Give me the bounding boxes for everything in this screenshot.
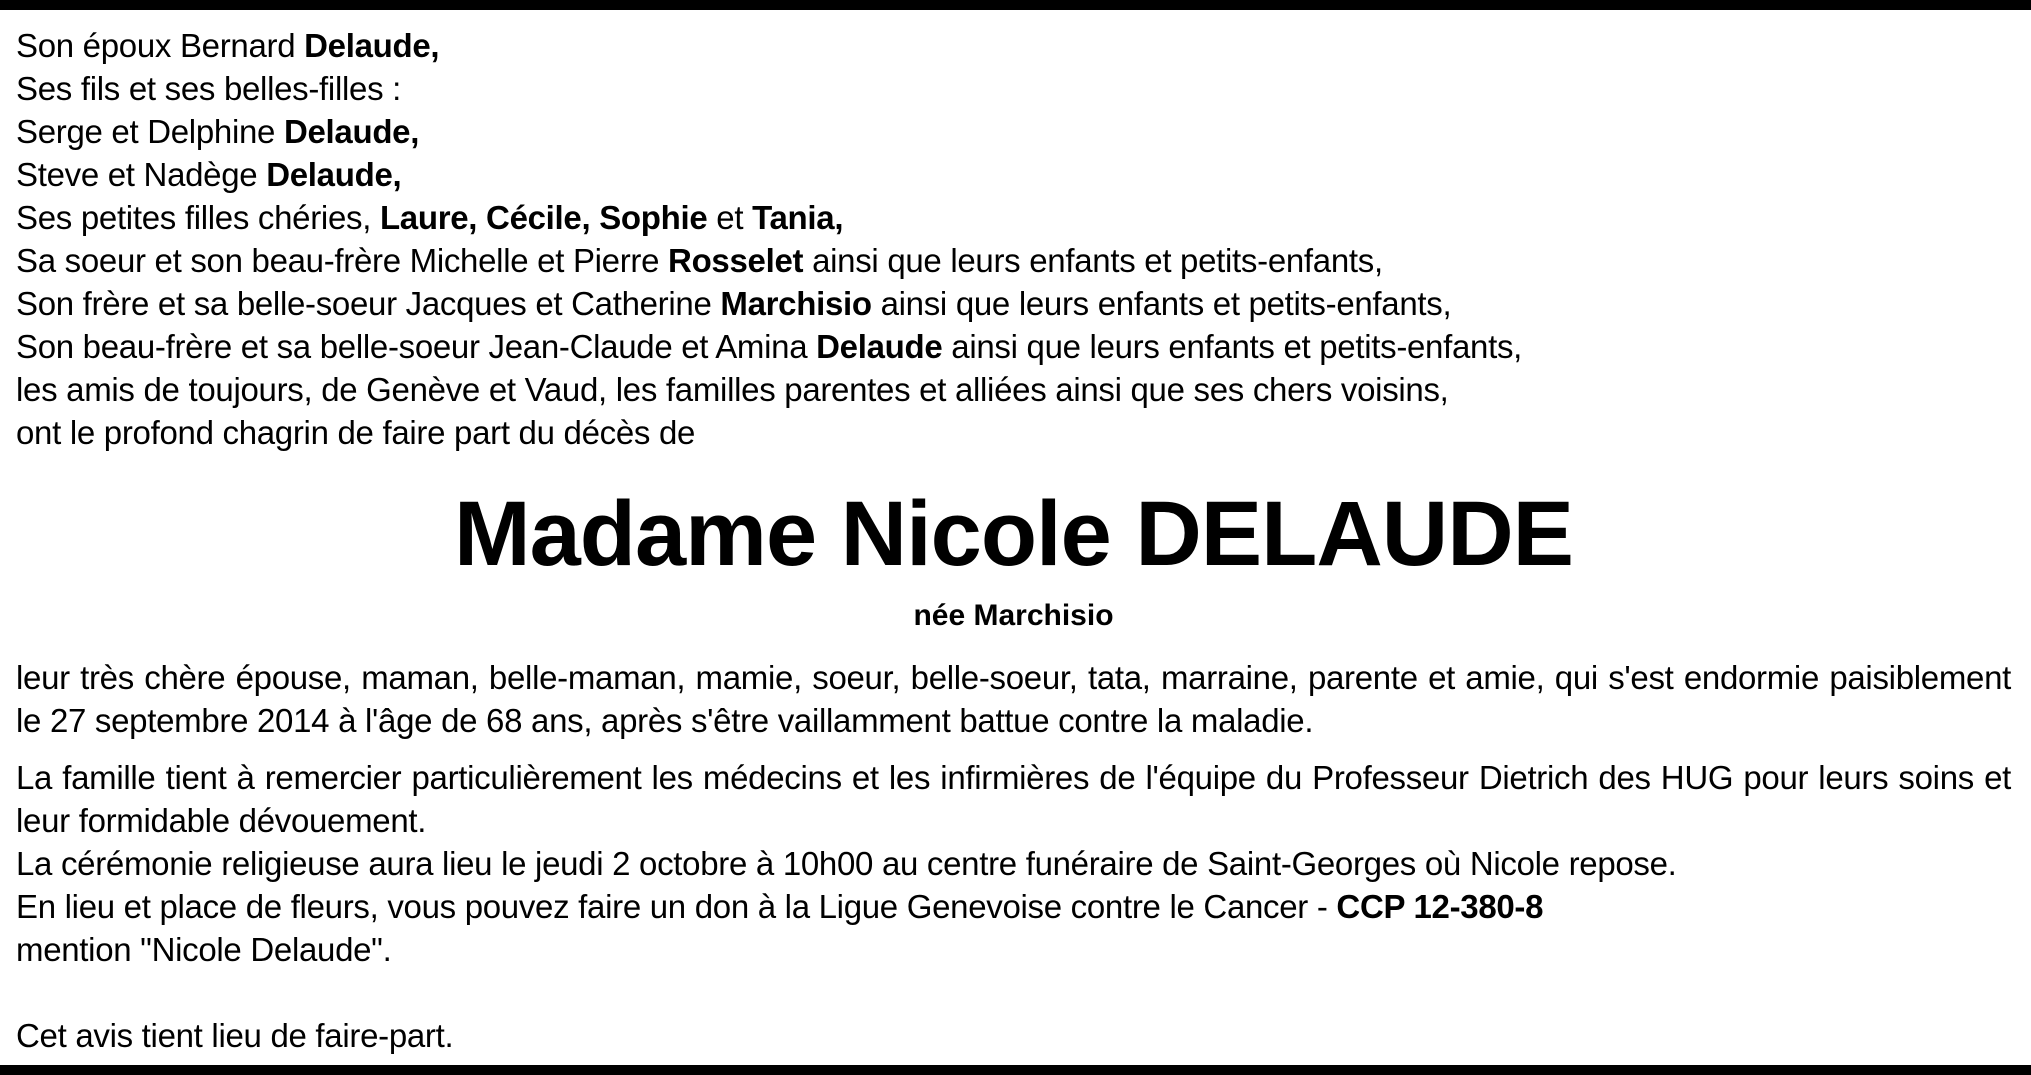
obituary-notice <box>16 24 2011 1057</box>
ceremony-paragraph: La cérémonie religieuse aura lieu le jeudi 2 octobre à 10h00 au centre funéraire de Saint-Georges où Nicole repose. <box>16 845 1677 882</box>
top-border-rule <box>0 0 2031 10</box>
donation-account: CCP 12-380-8 <box>1336 888 1544 925</box>
family-text: Son époux Bernard <box>16 27 305 64</box>
family-line-sister <box>16 239 2011 282</box>
family-text: Serge et Delphine <box>16 113 284 150</box>
family-surname: Delaude, <box>283 113 420 150</box>
family-line-sons-heading <box>16 67 2011 110</box>
family-surname: Delaude <box>816 328 943 365</box>
family-line-steve <box>16 153 2011 196</box>
family-surname: Marchisio <box>720 285 872 322</box>
family-text: Sa soeur et son beau-frère Michelle et Pierre <box>16 242 669 279</box>
family-line-granddaughters <box>16 196 2011 239</box>
family-text: Ses petites filles chéries, <box>16 199 380 236</box>
family-line-brother-in-law <box>16 325 2011 368</box>
deceased-block <box>16 480 2011 636</box>
family-text: Ses fils et ses belles-filles : <box>16 70 402 107</box>
family-text: Steve et Nadège <box>16 156 267 193</box>
donation-text: En lieu et place de fleurs, vous pouvez faire un don à la Ligue Genevoise contre le Cancer - <box>16 888 1337 925</box>
closing-line: Cet avis tient lieu de faire-part. <box>16 1017 454 1054</box>
family-line-brother <box>16 282 2011 325</box>
family-text: ainsi que leurs enfants et petits-enfants, <box>942 328 1523 365</box>
granddaughter-name-last: Tania, <box>752 199 844 236</box>
family-text: et <box>707 199 753 236</box>
family-list <box>16 24 2011 454</box>
announcement-line <box>16 411 2011 454</box>
tribute-paragraph: leur très chère épouse, maman, belle-maman, mamie, soeur, belle-soeur, tata, marraine, parente et amie, qui s'est endormie paisiblement le 27 septembre 2014 à l'âge de 68 ans, après s'être vaillamment battue contre la maladie. <box>16 659 2011 739</box>
family-surname: Rosselet <box>668 242 804 279</box>
deceased-name: Madame Nicole DELAUDE <box>453 483 1574 585</box>
donation-paragraph <box>16 885 2011 971</box>
family-line-serge <box>16 110 2011 153</box>
thanks-paragraph: La famille tient à remercier particulièrement les médecins et les infirmières de l'équipe du Professeur Dietrich des HUG pour leurs soins et leur formidable dévouement. <box>16 759 2011 839</box>
family-text: Son beau-frère et sa belle-soeur Jean-Claude et Amina <box>16 328 817 365</box>
family-text: Son frère et sa belle-soeur Jacques et Catherine <box>16 285 721 322</box>
family-surname: Delaude, <box>304 27 440 64</box>
bottom-border-rule <box>0 1065 2031 1075</box>
maiden-name: née Marchisio <box>913 599 1114 632</box>
granddaughter-names: Laure, Cécile, Sophie <box>379 199 708 236</box>
family-text: les amis de toujours, de Genève et Vaud, les familles parentes et alliées ainsi que ses chers voisins, <box>16 371 1449 408</box>
family-text: ainsi que leurs enfants et petits-enfants, <box>871 285 1452 322</box>
family-line-husband <box>16 24 2011 67</box>
family-text: ont le profond chagrin de faire part du décès de <box>16 414 696 451</box>
family-line-friends <box>16 368 2011 411</box>
family-surname: Delaude, <box>266 156 402 193</box>
family-text: ainsi que leurs enfants et petits-enfants, <box>803 242 1383 279</box>
donation-mention: mention "Nicole Delaude". <box>16 931 392 968</box>
